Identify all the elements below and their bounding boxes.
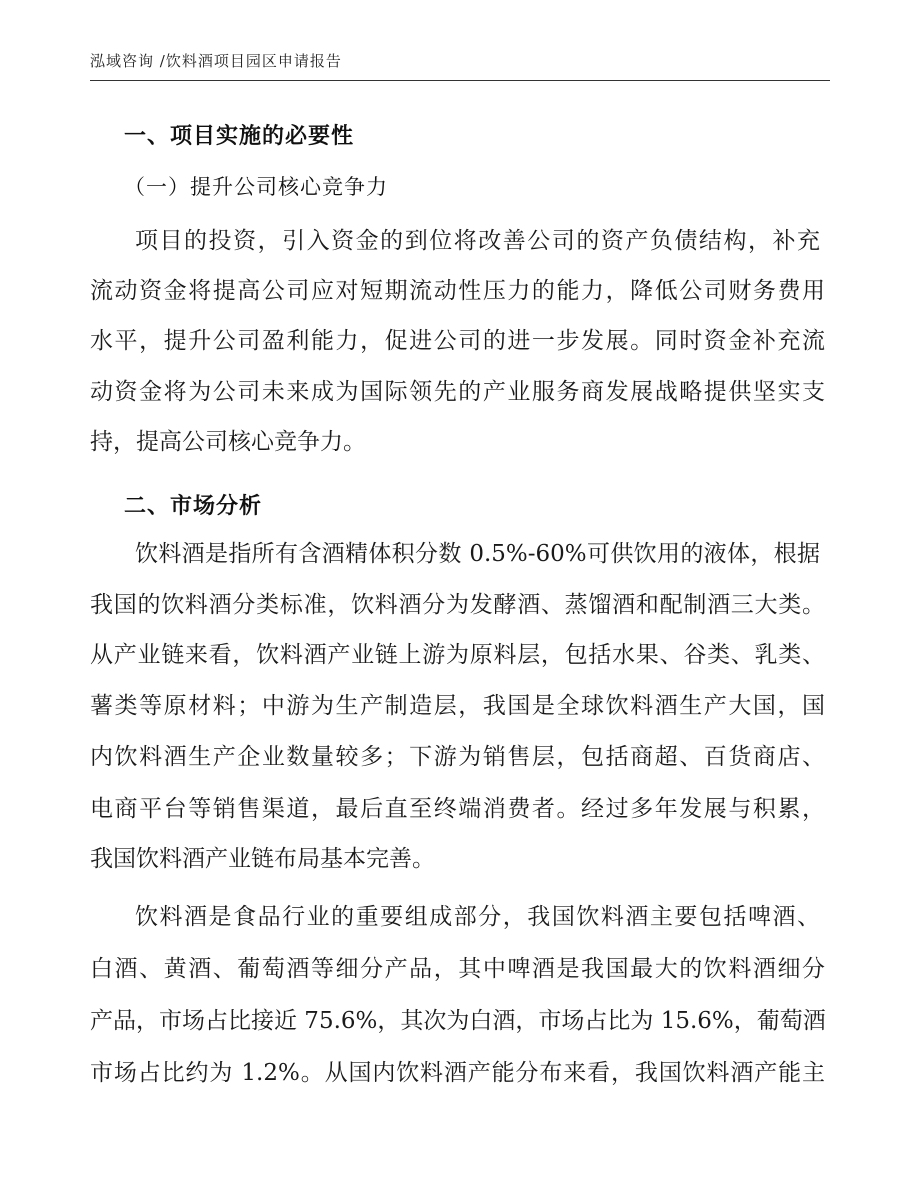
paragraph-line: 我国饮料酒产业链布局基本完善。 xyxy=(90,846,435,872)
paragraph-line: 流动资金将提高公司应对短期流动性压力的能力，降低公司财务费用 xyxy=(90,278,825,304)
paragraph-line: 持，提高公司核心竞争力。 xyxy=(90,429,366,455)
paragraph-line: 薯类等原材料；中游为生产制造层，我国是全球饮料酒生产大国，国 xyxy=(90,693,825,719)
paragraph-line: 市场占比约为 1.2%。从国内饮料酒产能分布来看，我国饮料酒产能主 xyxy=(90,1060,825,1086)
paragraph-line: 从产业链来看，饮料酒产业链上游为原料层，包括水果、谷类、乳类、 xyxy=(90,642,825,668)
paragraph-line: 我国的饮料酒分类标准，饮料酒分为发酵酒、蒸馏酒和配制酒三大类。 xyxy=(90,592,825,618)
paragraph-line: 项目的投资，引入资金的到位将改善公司的资产负债结构，补充 xyxy=(135,228,820,254)
running-header: 泓域咨询 /饮料酒项目园区申请报告 xyxy=(90,52,342,70)
paragraph-line: 动资金将为公司未来成为国际领先的产业服务商发展战略提供坚实支 xyxy=(90,379,825,405)
paragraph-line: 饮料酒是指所有含酒精体积分数 0.5%-60%可供饮用的液体，根据 xyxy=(135,541,820,567)
section-heading-market-analysis: 二、市场分析 xyxy=(124,493,263,519)
paragraph-line: 产品，市场占比接近 75.6%，其次为白酒，市场占比为 15.6%，葡萄酒 xyxy=(90,1008,826,1034)
section-heading-necessity: 一、项目实施的必要性 xyxy=(124,123,355,149)
paragraph-line: 电商平台等销售渠道，最后直至终端消费者。经过多年发展与积累， xyxy=(90,796,825,822)
paragraph-line: 饮料酒是食品行业的重要组成部分，我国饮料酒主要包括啤酒、 xyxy=(135,904,820,930)
subsection-heading-competitiveness: （一）提升公司核心竞争力 xyxy=(124,175,388,199)
paragraph-line: 内饮料酒生产企业数量较多；下游为销售层，包括商超、百货商店、 xyxy=(90,744,825,770)
paragraph-line: 水平，提升公司盈利能力，促进公司的进一步发展。同时资金补充流 xyxy=(90,328,825,354)
header-divider xyxy=(90,80,830,81)
paragraph-line: 白酒、黄酒、葡萄酒等细分产品，其中啤酒是我国最大的饮料酒细分 xyxy=(90,956,825,982)
